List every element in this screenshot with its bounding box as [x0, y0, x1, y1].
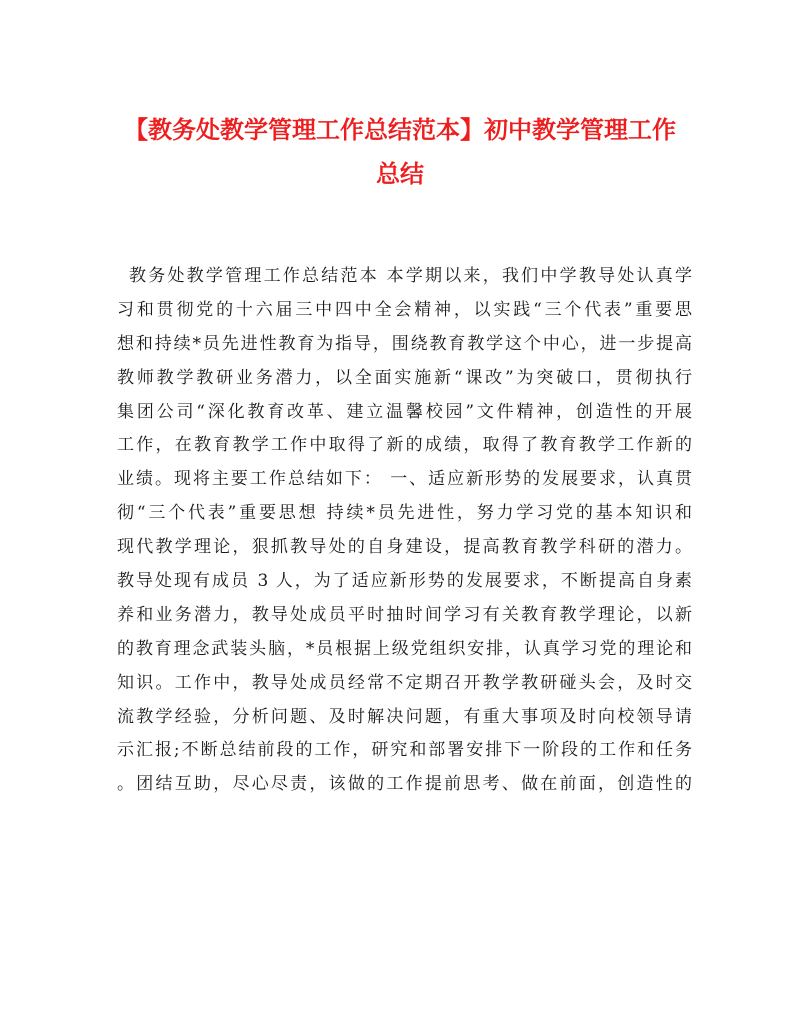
body-line: 知识。工作中，教导处成员经常不定期召开教学教研碰头会，及时交	[117, 672, 692, 693]
body-line: 习和贯彻党的十六届三中四中全会精神，以实践“三个代表”重要思	[117, 299, 692, 320]
title-line-2: 总结	[376, 159, 424, 188]
body-line: 想和持续*员先进性教育为指导，围绕教育教学这个中心，进一步提高	[117, 333, 692, 354]
body-line: 教务处教学管理工作总结范本 本学期以来，我们中学教导处认真学	[129, 266, 692, 286]
body-line: 教导处现有成员 3 人，为了适应新形势的发展要求，不断提高自身素	[117, 571, 692, 592]
body-line: 示汇报;不断总结前段的工作，研究和部署安排下一阶段的工作和任务	[117, 740, 692, 761]
body-line: 。团结互助，尽心尽责，该做的工作提前思考、做在前面，创造性的	[117, 774, 692, 795]
body-line: 集团公司“深化教育改革、建立温馨校园”文件精神，创造性的开展	[117, 401, 692, 422]
body-line: 彻“三个代表”重要思想 持续*员先进性，努力学习党的基本知识和	[117, 503, 692, 524]
document-title	[110, 108, 690, 196]
body-line: 养和业务潜力，教导处成员平时抽时间学习有关教育教学理论，以新	[117, 604, 692, 625]
body-line: 教师教学教研业务潜力，以全面实施新“课改”为突破口，贯彻执行	[117, 367, 692, 388]
body-line: 的教育理念武装头脑，*员根据上级党组织安排，认真学习党的理论和	[117, 638, 692, 659]
document-body	[117, 260, 692, 802]
title-line-1: 【教务处教学管理工作总结范本】初中教学管理工作	[124, 115, 676, 144]
body-line: 工作，在教育教学工作中取得了新的成绩，取得了教育教学工作新的	[117, 435, 692, 456]
body-line: 业绩。现将主要工作总结如下： 一、适应新形势的发展要求，认真贯	[117, 469, 692, 490]
body-line: 流教学经验，分析问题、及时解决问题，有重大事项及时向校领导请	[117, 706, 692, 727]
body-line: 现代教学理论，狠抓教导处的自身建设，提高教育教学科研的潜力。	[117, 537, 692, 558]
